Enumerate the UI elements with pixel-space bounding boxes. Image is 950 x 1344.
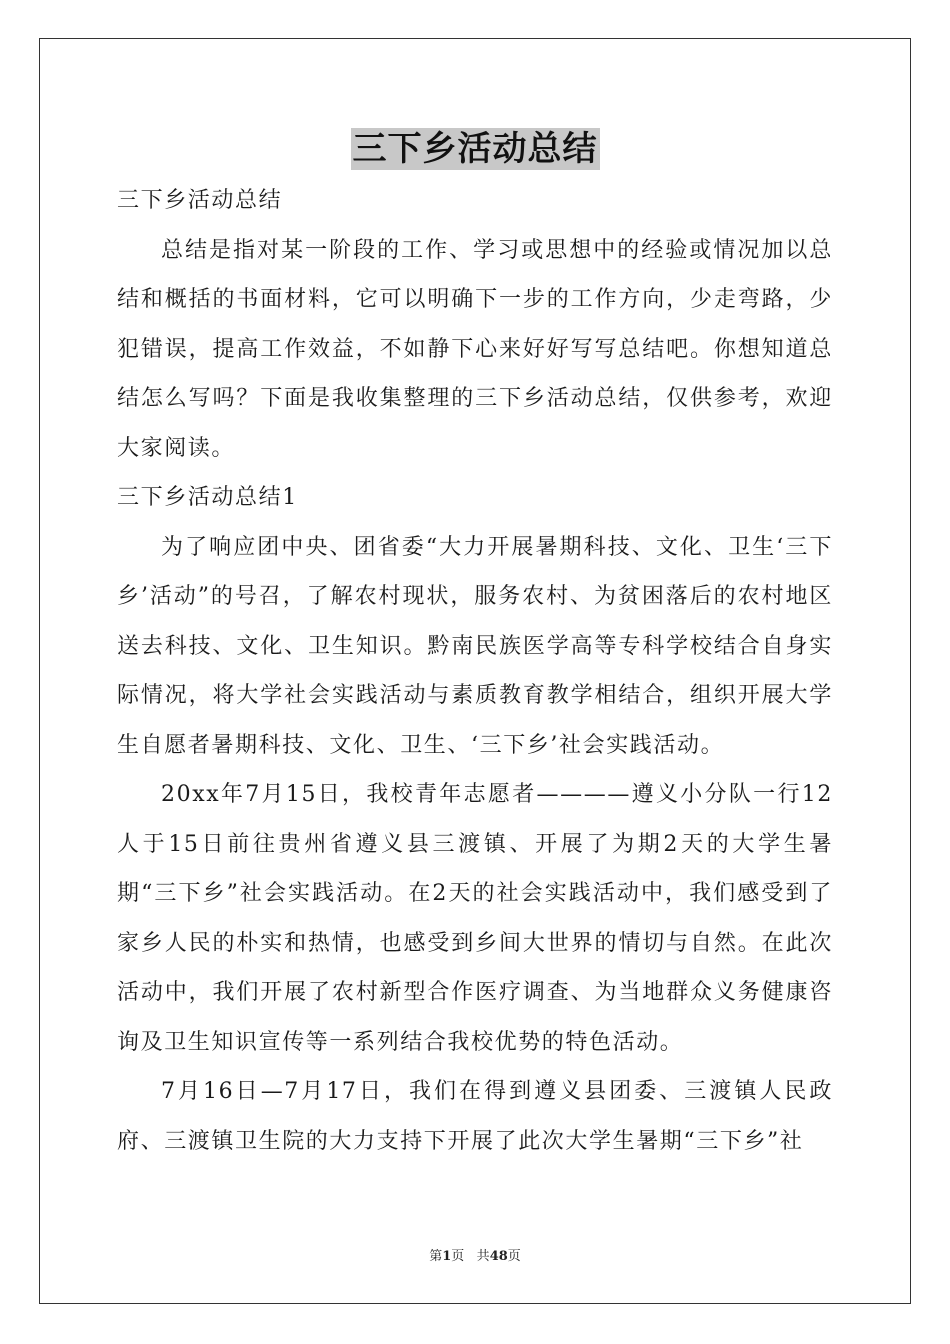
footer-total-suffix: 页 [507,1249,521,1264]
paragraph: 总结是指对某一阶段的工作、学习或思想中的经验或情况加以总结和概括的书面材料，它可以明确下一步的工作方向，少走弯路，少犯错误，提高工作效益，不如静下心来好好写写总结吧。你想知道总结怎么写吗？下面是我收集整理的三下乡活动总结，仅供参考，欢迎大家阅读。 [117,237,833,461]
current-page-number: 1 [442,1249,452,1264]
title-container [0,128,950,170]
document-title: 三下乡活动总结 [352,129,598,169]
paragraph: 为了响应团中央、团省委“大力开展暑期科技、文化、卫生‘三下乡’活动”的号召，了解农村现状，服务农村、为贫困落后的农村地区送去科技、文化、卫生知识。黔南民族医学高等专科学校结合自身实际情况，将大学社会实践活动与素质教育教学相结合，组织开展大学生自愿者暑期科技、文化、卫生、‘三下乡’社会实践活动。 [117,534,833,758]
paragraph: 7月16日—7月17日，我们在得到遵义县团委、三渡镇人民政府、三渡镇卫生院的大力支持下开展了此次大学生暑期“三下乡”社 [117,1079,833,1154]
paragraph: 三下乡活动总结 [117,188,283,213]
footer-page-suffix: 页 [451,1249,465,1264]
section-heading: 三下乡活动总结1 [117,485,298,510]
paragraph: 20xx年7月15日，我校青年志愿者————遵义小分队一行12人于15日前往贵州省遵义县三渡镇、开展了为期2天的大学生暑期“三下乡”社会实践活动。在2天的社会实践活动中，我们感受到了家乡人民的朴实和热情，也感受到乡间大世界的情切与自然。在此次活动中，我们开展了农村新型合作医疗调查、为当地群众义务健康咨询及卫生知识宣传等一系列结合我校优势的特色活动。 [117,782,833,1055]
footer-total-prefix: 共 [476,1249,490,1264]
footer-prefix: 第 [429,1249,443,1264]
document-body [117,176,833,1166]
total-page-count: 48 [489,1249,508,1264]
page-footer [0,1248,950,1266]
